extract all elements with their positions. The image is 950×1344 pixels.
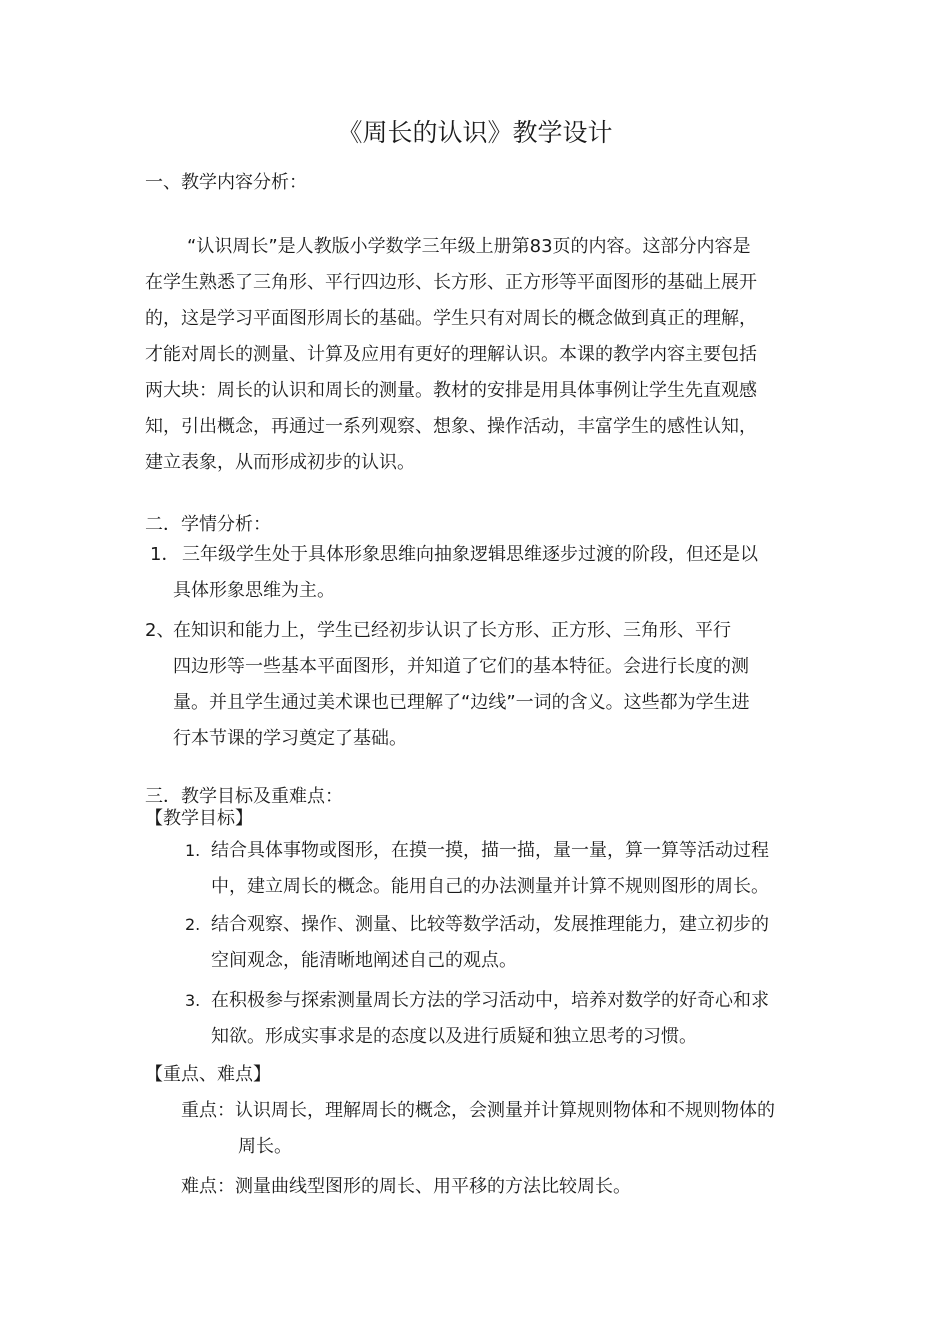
- paragraph-line: 两大块：周长的认识和周长的测量。教材的安排是用具体事例让学生先直观感: [145, 380, 757, 401]
- list-item-line: 具体形象思维为主。: [173, 580, 335, 601]
- list-item-line: 在知识和能力上，学生已经初步认识了长方形、正方形、三角形、平行: [173, 620, 731, 641]
- list-item-number: 2、: [145, 620, 175, 641]
- goal-line: 结合具体事物或图形，在摸一摸，描一描，量一量，算一算等活动过程: [211, 840, 769, 861]
- section-heading-student-analysis: 二．学情分析：: [145, 514, 271, 535]
- list-item-line: 行本节课的学习奠定了基础。: [173, 728, 407, 749]
- goal-line: 中，建立周长的概念。能用自己的办法测量并计算不规则图形的周长。: [211, 876, 769, 897]
- key-point-line: 周长。: [238, 1136, 292, 1157]
- section-heading-content-analysis: 一、教学内容分析：: [145, 172, 307, 193]
- list-item-number: 1．: [150, 544, 180, 565]
- goal-line: 空间观念，能清晰地阐述自己的观点。: [211, 950, 517, 971]
- keypoints-label: 【重点、难点】: [145, 1064, 271, 1085]
- goals-label: 【教学目标】: [145, 808, 253, 829]
- goal-number: 1.: [185, 841, 201, 860]
- list-item-line: 四边形等一些基本平面图形，并知道了它们的基本特征。会进行长度的测: [173, 656, 749, 677]
- goal-line: 在积极参与探索测量周长方法的学习活动中，培养对数学的好奇心和求: [211, 990, 769, 1011]
- goal-number: 2.: [185, 915, 201, 934]
- goal-line: 知欲。形成实事求是的态度以及进行质疑和独立思考的习惯。: [211, 1026, 697, 1047]
- list-item-line: 三年级学生处于具体形象思维向抽象逻辑思维逐步过渡的阶段，但还是以: [182, 544, 758, 565]
- key-point-line: 重点：认识周长，理解周长的概念，会测量并计算规则物体和不规则物体的: [181, 1100, 775, 1121]
- paragraph-line: “认识周长”是人教版小学数学三年级上册第83页的内容。这部分内容是: [187, 236, 751, 257]
- paragraph-line: 建立表象，从而形成初步的认识。: [145, 452, 415, 473]
- document-title: 《周长的认识》教学设计: [337, 118, 613, 147]
- list-item-line: 量。并且学生通过美术课也已理解了“边线”一词的含义。这些都为学生进: [173, 692, 750, 713]
- goal-line: 结合观察、操作、测量、比较等数学活动，发展推理能力，建立初步的: [211, 914, 769, 935]
- section-heading-goals: 三．教学目标及重难点：: [145, 786, 343, 807]
- paragraph-line: 才能对周长的测量、计算及应用有更好的理解认识。本课的教学内容主要包括: [145, 344, 757, 365]
- goal-number: 3.: [185, 991, 201, 1010]
- paragraph-line: 的，这是学习平面图形周长的基础。学生只有对周长的概念做到真正的理解，: [145, 308, 757, 329]
- difficult-point-line: 难点：测量曲线型图形的周长、用平移的方法比较周长。: [181, 1176, 631, 1197]
- paragraph-line: 知，引出概念，再通过一系列观察、想象、操作活动，丰富学生的感性认知，: [145, 416, 757, 437]
- paragraph-line: 在学生熟悉了三角形、平行四边形、长方形、正方形等平面图形的基础上展开: [145, 272, 757, 293]
